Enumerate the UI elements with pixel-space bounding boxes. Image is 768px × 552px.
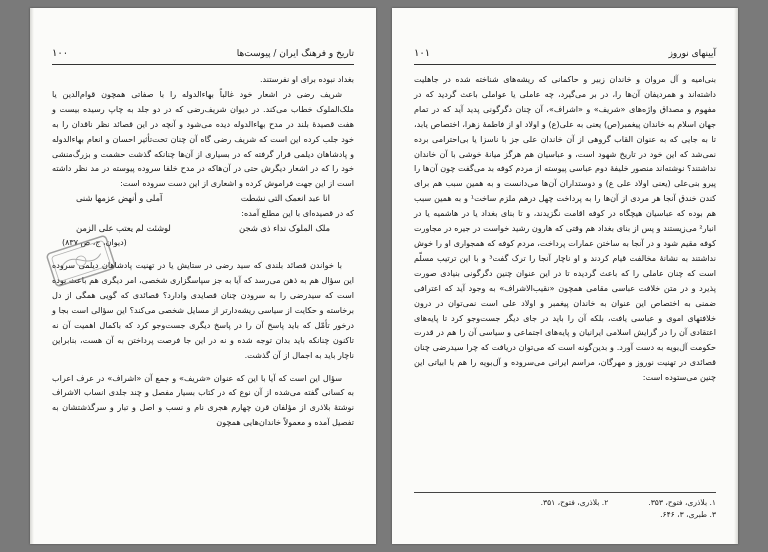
page-number: ۱۰۰ — [52, 48, 69, 59]
footnote: ۲. بلاذری، فتوح، ۳۵۱. — [540, 498, 609, 507]
paragraph: بنی‌امیه و آل مروان و خاندان زبیر و حاکمانی که ریشه‌های شناخته شده در جاهلیت داشته‌اند و همردیفان آن‌ها را، در بر می‌گیرد، چه عاملی یا عواملی باعث گردید که در مفهوم و مصداق واژه‌های «شریف» و «اشراف»، آن چنان دگرگونی پدید آید که در تمام جهان اسلام به خاندان پیغمبر(ص) یعنی به علی(ع) و اولاد او از فاطمهٔ زهرا، اختصاص یابد، تا به جایی که به عنوان القاب گروهی از آن خاندان علی جز با ناسزا یا بی‌احترامی برده نمی‌شد که این خود در تاریخ شهود است، و عباسیان هم هرگز میانهٔ خوشی با آن خاندان نداشتند؟ نوشته‌اند منصور خلیفهٔ دوم عباسی پیوسته از مردم کوفه بد می‌گفت چون آن‌ها را پیرو بنی‌علی (یعنی اولاد علی ع) و دوستداران آن‌ها می‌دانست و به همین سبب هم برای کندن خندق آنجا هر مردی از آن‌ها را به پرداخت چهل درهم ملزم ساخت¹ و به همین سبب هم بوده که عباسیان هیچگاه در کوفه اقامت نگزیدند، و تا بنای بغداد یا در هاشمیه یا در انبار² می‌زیستند و پس از بنای بغداد هم وقتی که هارون رشید خواست در جیره در مجاورت کوفه مقیم شود و در آنجا به ساختن عمارات پرداخت، مردم کوفه که همجواری او را خوش نداشتند به نشانهٔ مخالفت قیام کردند و او ناچار آنجا را ترک گفت³ و با این ترتیب مسلّم است که چنان عاملی را که باعث گردیده تا در این عنوان چنین دگرگونی بنیادی صورت پذیرد و در متن خلافت عباسی مقامی همچون «نقیب‌الاشراف» به وجود آید که اعترافی ضمنی به اختصاص این عنوان به خاندان پیغمبر و اولاد علی است نمی‌توان در درون خلافتهای اموی و عباسی یافت، بلکه آن را باید در جای دیگر جست‌وجو کرد تا پایه‌های اعتقادی آن را در گرایش اسلامی ایرانیان و پایه‌های اجتماعی و سیاسی آن را هم در قدرت حکومت آل‌بویه به دست آورد. و بدین‌گونه است که می‌توان دریافت که چرا سیدرضی چنان قصائدی در تهنیت نوروز و مهرگان، مراسم ایرانی می‌سروده و آل‌بویه را هم با ابیاتی این چنین می‌ستوده است: — [414, 74, 717, 383]
footnote-row — [414, 497, 716, 509]
paragraph: سؤال این است که آیا با این که عنوان «شریف» و جمع آن «اشراف» در عرف اعراب به کسانی گفته می‌شده از آن نوع که در کتاب بسیار مفصل و چند جلدی انساب الاشراف نوشتهٔ بلاذری از مؤلفان قرن چهارم هجری نام و نسب و اصل و تبار و سرگذشتشان به تفصیل آمده و معمولاً خاندان‌هایی همچون — [52, 372, 354, 428]
running-title: آیینهای نوروز — [668, 49, 716, 59]
page-edge — [734, 8, 738, 544]
footnote: ۱. بلاذری، فتوح، ۳۵۳. — [648, 498, 716, 507]
footnote: ۳. طبری، ۳، ۶۴۶. — [660, 510, 716, 519]
paragraph: بغداد نبوده برای او نفرستند. — [259, 74, 354, 84]
verse-hemistich-right: انا عبد انعمک التی نشطت — [240, 193, 330, 204]
left-page-header — [52, 48, 354, 65]
page-edge — [30, 8, 34, 544]
verse-hemistich-left: لوشئت لم یعتب علی الزمن — [76, 223, 171, 234]
verse-line — [52, 191, 354, 206]
page-number: ۱۰۱ — [414, 48, 431, 59]
running-title: تاریخ و فرهنگ ایران / پیوست‌ها — [236, 49, 354, 59]
right-page-body — [414, 72, 716, 385]
verse-intro: که در قصیده‌ای با این مطلع آمده: — [241, 208, 354, 219]
footnotes — [414, 492, 716, 521]
verse-hemistich-left: آملی و أنهض عزمها شنی — [76, 193, 163, 204]
left-page — [30, 8, 376, 544]
verse-hemistich-right: ملک الملوک نداء ذی شجن — [239, 223, 330, 234]
verse-source: (دیوان، ج، ص ۸۳۷) — [62, 238, 127, 248]
paragraph: شریف رضی در اشعار خود غالباً بهاءالدوله را با صفاتی همچون قوام‌الدین یا ملک‌الملوک خطاب می‌کند. در دیوان شریف‌رضی که در دو جلد به چاپ رسیده بیست و هفت قصیدهٔ بلند در مدح بهاءالدوله دیده می‌شود و آنچه در این قصائد نظر ناقدان را به خود جلب کرده این است که شریف رضی گاه آن چنان تحت‌تأثیر احسان و انعام بهاءالدوله و پادشاهان دیلمی قرار گرفته که در بسیاری از آن‌ها چنانکه گذشت حشمت و بزرگ‌منشی خود را که در اشعار دیگرش حتی در آن‌هاکه در مدح خلفا سروده پیوسته در مد نظر داشته است از این جهت فراموش کرده و اشعاری از این دست سروده است: — [52, 88, 354, 189]
paragraph: با خواندن قصائد بلندی که سید رضی در ستایش یا در تهنیت پادشاهان دیلمی سروده این سؤال هم به ذهن می‌رسد که آیا به جز سپاسگزاری شخصی، امر دیگری هم باعث بوده است که سیدرضی را به سرودن چنان قصایدی وادارد؟ قصائدی که گویی همگی از دل برخاسته و حکایت از سیاسی ریشه‌دارتر از مسایل شخصی می‌کند؟ این سؤالی است بجا و درخور تأمّل که باید پاسخ آن را در پاسخ دیگری جست‌وجو کرد که باکمال اهمیت آن نه تاکنون چنانکه باید بدان توجه شده و نه در این جا فرصت پرداختن به آن هست، بنابراین ناچار باید به اجمال از آن گذشت. — [52, 260, 354, 360]
right-page-header — [414, 48, 716, 65]
right-page — [392, 8, 738, 544]
